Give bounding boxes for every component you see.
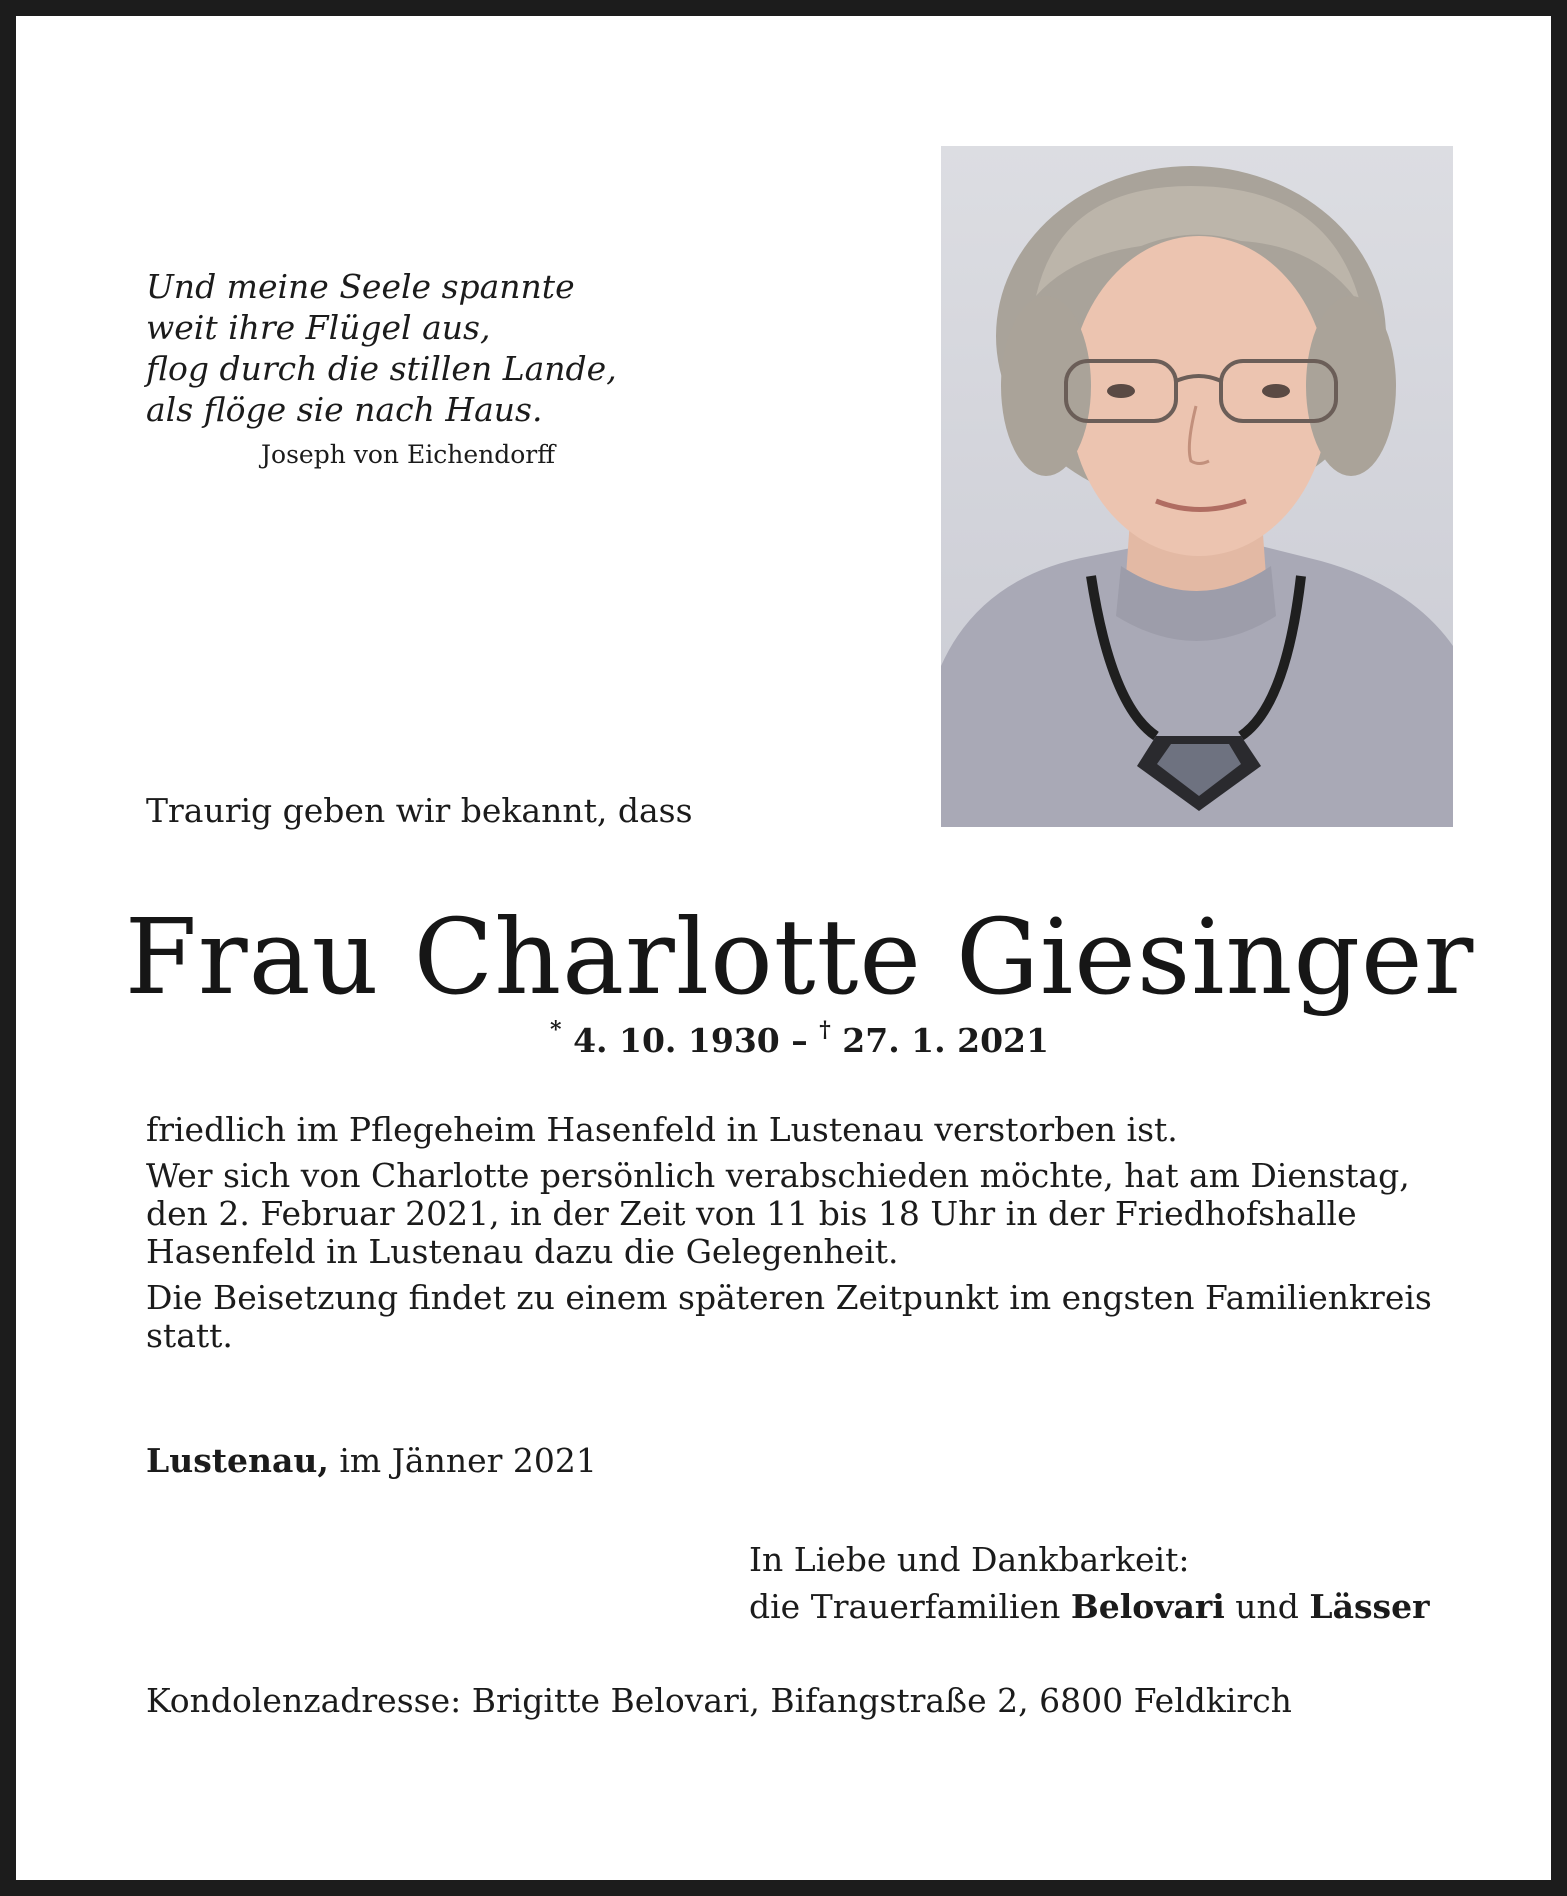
poem [146,266,617,475]
signature-families [749,1583,1430,1630]
family-name: Lässer [1309,1587,1430,1626]
portrait-photo [941,146,1453,827]
place-town: Lustenau, [146,1441,329,1480]
signature [749,1536,1430,1630]
family-name: Belovari [1070,1587,1225,1626]
body-paragraph: Die Beisetzung findet zu einem späteren Zeitpunkt im engsten Familienkreis statt. [146,1278,1432,1355]
families-conjunction: und [1224,1587,1310,1626]
birth-symbol: * [550,1017,562,1043]
notice-body [146,1111,1456,1363]
families-prefix: die Trauerfamilien [749,1587,1071,1626]
poem-line: Und meine Seele spannte [146,267,575,306]
birth-date: 4. 10. 1930 [573,1021,780,1060]
death-symbol: † [819,1017,831,1043]
place-date: im Jänner 2021 [328,1441,597,1480]
body-paragraph: Wer sich von Charlotte persönlich verabschieden möchte, hat am Dienstag, den 2. Februar 2021, in der Zeit von 11 bis 18 Uhr in der Friedhofshalle Hasenfeld in Lustenau dazu die Gelegenheit. [146,1156,1410,1271]
deceased-name: Frau Charlotte Giesinger [124,896,1475,1018]
body-paragraph: friedlich im Pflegeheim Hasenfeld in Lustenau verstorben ist. [146,1110,1178,1149]
poem-author: Joseph von Eichendorff [261,440,555,469]
death-date: 27. 1. 2021 [842,1021,1049,1060]
condolence-address: Kondolenzadresse: Brigitte Belovari, Bifangstraße 2, 6800 Feldkirch [146,1681,1292,1720]
intro-text: Traurig geben wir bekannt, dass [146,791,693,830]
life-dates [16,1017,1567,1060]
poem-line: als flöge sie nach Haus. [146,390,543,429]
poem-line: weit ihre Flügel aus, [146,308,491,347]
portrait-illustration [941,146,1453,827]
signature-line: In Liebe und Dankbarkeit: [749,1540,1190,1579]
date-separator: – [791,1021,808,1060]
place-and-date [146,1441,597,1480]
poem-line: flog durch die stillen Lande, [146,349,617,388]
